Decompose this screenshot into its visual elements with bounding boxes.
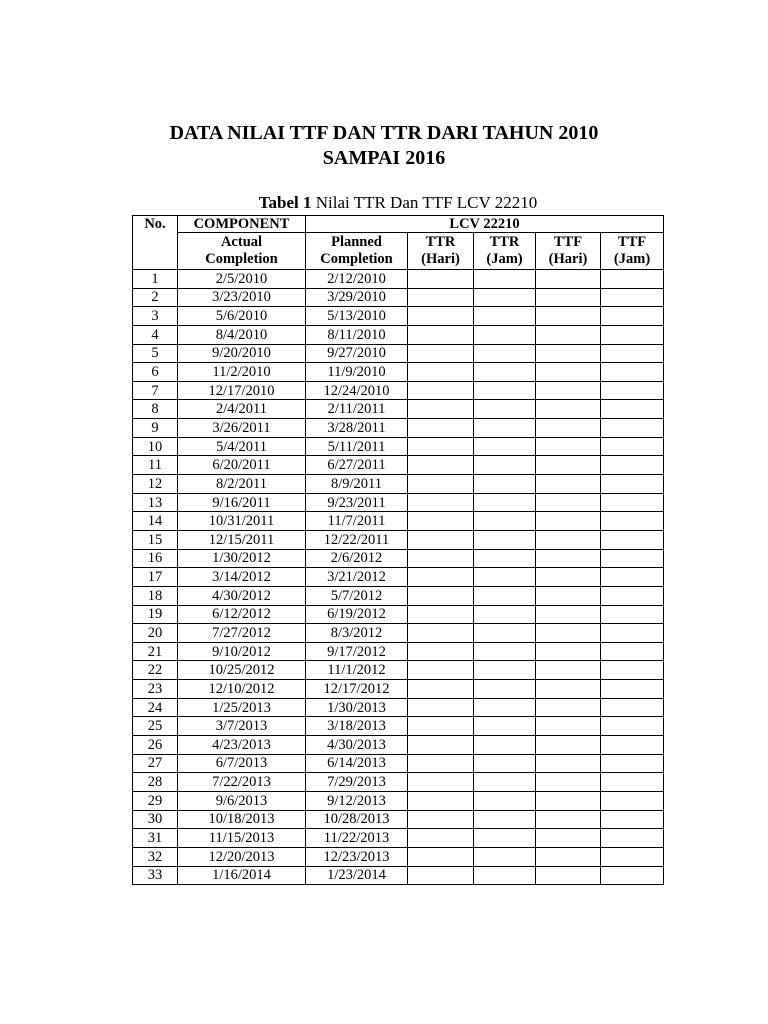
ttr-hari-cell [408, 456, 474, 475]
planned-completion-cell: 11/1/2012 [306, 661, 408, 680]
ttf-hari-cell [536, 847, 601, 866]
ttr-hari-cell [408, 400, 474, 419]
planned-completion-cell: 9/17/2012 [306, 642, 408, 661]
planned-completion-cell: 5/11/2011 [306, 437, 408, 456]
ttf-hari-cell [536, 512, 601, 531]
planned-completion-cell: 8/11/2010 [306, 325, 408, 344]
header-ttf-jam: TTF (Jam) [601, 233, 664, 270]
data-table [132, 215, 664, 885]
ttr-hari-cell [408, 586, 474, 605]
table-row [133, 549, 664, 568]
ttr-jam-cell [474, 381, 536, 400]
planned-completion-cell: 3/18/2013 [306, 717, 408, 736]
ttf-jam-cell [601, 736, 664, 755]
table-row [133, 810, 664, 829]
table-row [133, 456, 664, 475]
ttr-hari-cell [408, 381, 474, 400]
table-row [133, 419, 664, 438]
ttr-hari-cell [408, 642, 474, 661]
planned-completion-cell: 5/13/2010 [306, 307, 408, 326]
ttf-hari-cell [536, 866, 601, 885]
ttf-hari-cell [536, 586, 601, 605]
planned-completion-cell: 9/27/2010 [306, 344, 408, 363]
table-row [133, 381, 664, 400]
actual-completion-cell: 10/18/2013 [178, 810, 306, 829]
row-number-cell: 10 [133, 437, 178, 456]
ttf-jam-cell [601, 866, 664, 885]
table-row [133, 512, 664, 531]
ttr-hari-cell [408, 512, 474, 531]
ttf-jam-cell [601, 288, 664, 307]
row-number-cell: 4 [133, 325, 178, 344]
table-row [133, 344, 664, 363]
ttf-jam-cell [601, 512, 664, 531]
table-row [133, 773, 664, 792]
ttr-hari-cell [408, 791, 474, 810]
planned-completion-cell: 1/30/2013 [306, 698, 408, 717]
ttf-jam-cell [601, 698, 664, 717]
ttr-jam-cell [474, 400, 536, 419]
table-row [133, 325, 664, 344]
table-row [133, 307, 664, 326]
ttf-jam-cell [601, 400, 664, 419]
ttf-hari-cell [536, 381, 601, 400]
actual-completion-cell: 9/10/2012 [178, 642, 306, 661]
table-row [133, 866, 664, 885]
table-row [133, 642, 664, 661]
table-row [133, 754, 664, 773]
row-number-cell: 26 [133, 736, 178, 755]
ttr-jam-cell [474, 829, 536, 848]
planned-completion-cell: 12/24/2010 [306, 381, 408, 400]
document-title [0, 121, 768, 171]
actual-completion-cell: 2/5/2010 [178, 270, 306, 289]
ttr-hari-cell [408, 344, 474, 363]
table-body [133, 270, 664, 885]
ttr-hari-cell [408, 307, 474, 326]
header-actual-completion: Actual Completion [178, 233, 306, 270]
actual-completion-cell: 5/4/2011 [178, 437, 306, 456]
ttf-jam-cell [601, 791, 664, 810]
ttf-hari-cell [536, 288, 601, 307]
ttf-jam-cell [601, 624, 664, 643]
ttr-hari-cell [408, 419, 474, 438]
ttf-hari-cell [536, 754, 601, 773]
row-number-cell: 5 [133, 344, 178, 363]
ttf-jam-cell [601, 530, 664, 549]
ttr-hari-cell [408, 810, 474, 829]
header-component: COMPONENT [178, 216, 306, 233]
ttr-jam-cell [474, 791, 536, 810]
row-number-cell: 30 [133, 810, 178, 829]
row-number-cell: 13 [133, 493, 178, 512]
ttr-jam-cell [474, 586, 536, 605]
row-number-cell: 17 [133, 568, 178, 587]
planned-completion-cell: 5/7/2012 [306, 586, 408, 605]
ttr-jam-cell [474, 810, 536, 829]
planned-completion-cell: 6/14/2013 [306, 754, 408, 773]
row-number-cell: 1 [133, 270, 178, 289]
planned-completion-cell: 9/23/2011 [306, 493, 408, 512]
actual-completion-cell: 4/30/2012 [178, 586, 306, 605]
subheader-row [133, 233, 664, 270]
ttr-hari-cell [408, 736, 474, 755]
ttf-hari-cell [536, 773, 601, 792]
ttf-hari-cell [536, 456, 601, 475]
actual-completion-cell: 7/22/2013 [178, 773, 306, 792]
actual-completion-cell: 8/4/2010 [178, 325, 306, 344]
ttr-hari-cell [408, 847, 474, 866]
table-row [133, 586, 664, 605]
ttf-hari-cell [536, 829, 601, 848]
actual-completion-cell: 9/6/2013 [178, 791, 306, 810]
ttf-hari-cell [536, 270, 601, 289]
ttf-jam-cell [601, 456, 664, 475]
ttf-jam-cell [601, 754, 664, 773]
ttf-hari-cell [536, 810, 601, 829]
planned-completion-cell: 9/12/2013 [306, 791, 408, 810]
table-row [133, 530, 664, 549]
row-number-cell: 19 [133, 605, 178, 624]
row-number-cell: 29 [133, 791, 178, 810]
ttf-jam-cell [601, 344, 664, 363]
ttr-jam-cell [474, 530, 536, 549]
ttr-jam-cell [474, 549, 536, 568]
actual-completion-cell: 7/27/2012 [178, 624, 306, 643]
ttf-jam-cell [601, 270, 664, 289]
ttf-hari-cell [536, 549, 601, 568]
actual-completion-cell: 6/7/2013 [178, 754, 306, 773]
ttf-hari-cell [536, 419, 601, 438]
planned-completion-cell: 3/29/2010 [306, 288, 408, 307]
ttr-jam-cell [474, 866, 536, 885]
row-number-cell: 28 [133, 773, 178, 792]
ttr-jam-cell [474, 325, 536, 344]
table-row [133, 437, 664, 456]
planned-completion-cell: 7/29/2013 [306, 773, 408, 792]
ttr-hari-cell [408, 288, 474, 307]
header-ttf-hari: TTF (Hari) [536, 233, 601, 270]
ttf-hari-cell [536, 568, 601, 587]
ttr-hari-cell [408, 698, 474, 717]
ttr-hari-cell [408, 866, 474, 885]
ttr-hari-cell [408, 680, 474, 699]
ttr-hari-cell [408, 605, 474, 624]
ttr-hari-cell [408, 773, 474, 792]
planned-completion-cell: 3/21/2012 [306, 568, 408, 587]
table-row [133, 568, 664, 587]
actual-completion-cell: 1/25/2013 [178, 698, 306, 717]
header-ttr-hari: TTR (Hari) [408, 233, 474, 270]
planned-completion-cell: 8/3/2012 [306, 624, 408, 643]
ttf-jam-cell [601, 475, 664, 494]
ttr-jam-cell [474, 307, 536, 326]
ttf-hari-cell [536, 344, 601, 363]
header-ttr-jam: TTR (Jam) [474, 233, 536, 270]
ttf-jam-cell [601, 493, 664, 512]
ttf-jam-cell [601, 661, 664, 680]
ttr-jam-cell [474, 624, 536, 643]
ttf-hari-cell [536, 475, 601, 494]
row-number-cell: 15 [133, 530, 178, 549]
ttf-jam-cell [601, 437, 664, 456]
ttr-jam-cell [474, 754, 536, 773]
row-number-cell: 16 [133, 549, 178, 568]
actual-completion-cell: 8/2/2011 [178, 475, 306, 494]
row-number-cell: 33 [133, 866, 178, 885]
ttr-hari-cell [408, 437, 474, 456]
caption-text: Nilai TTR Dan TTF LCV 22210 [315, 193, 538, 212]
ttr-hari-cell [408, 493, 474, 512]
ttr-jam-cell [474, 680, 536, 699]
row-number-cell: 7 [133, 381, 178, 400]
ttf-hari-cell [536, 307, 601, 326]
ttf-jam-cell [601, 307, 664, 326]
header-group: LCV 22210 [306, 216, 664, 233]
row-number-cell: 23 [133, 680, 178, 699]
row-number-cell: 31 [133, 829, 178, 848]
ttf-hari-cell [536, 363, 601, 382]
planned-completion-cell: 10/28/2013 [306, 810, 408, 829]
ttr-hari-cell [408, 661, 474, 680]
row-number-cell: 2 [133, 288, 178, 307]
ttr-jam-cell [474, 344, 536, 363]
ttr-hari-cell [408, 325, 474, 344]
actual-completion-cell: 11/2/2010 [178, 363, 306, 382]
actual-completion-cell: 9/20/2010 [178, 344, 306, 363]
ttf-hari-cell [536, 698, 601, 717]
table-row [133, 829, 664, 848]
table-row [133, 736, 664, 755]
ttf-jam-cell [601, 381, 664, 400]
ttf-hari-cell [536, 736, 601, 755]
ttf-jam-cell [601, 642, 664, 661]
ttf-hari-cell [536, 437, 601, 456]
table-row [133, 363, 664, 382]
row-number-cell: 9 [133, 419, 178, 438]
planned-completion-cell: 12/17/2012 [306, 680, 408, 699]
table-row [133, 288, 664, 307]
planned-completion-cell: 2/12/2010 [306, 270, 408, 289]
ttf-hari-cell [536, 642, 601, 661]
actual-completion-cell: 12/10/2012 [178, 680, 306, 699]
table-row [133, 270, 664, 289]
row-number-cell: 25 [133, 717, 178, 736]
ttr-jam-cell [474, 642, 536, 661]
ttf-jam-cell [601, 810, 664, 829]
planned-completion-cell: 11/7/2011 [306, 512, 408, 531]
table-row [133, 698, 664, 717]
row-number-cell: 6 [133, 363, 178, 382]
ttf-jam-cell [601, 829, 664, 848]
ttr-jam-cell [474, 475, 536, 494]
ttr-hari-cell [408, 530, 474, 549]
actual-completion-cell: 11/15/2013 [178, 829, 306, 848]
ttr-jam-cell [474, 568, 536, 587]
ttr-jam-cell [474, 363, 536, 382]
planned-completion-cell: 6/19/2012 [306, 605, 408, 624]
row-number-cell: 14 [133, 512, 178, 531]
ttf-jam-cell [601, 605, 664, 624]
ttf-hari-cell [536, 624, 601, 643]
actual-completion-cell: 3/23/2010 [178, 288, 306, 307]
ttr-hari-cell [408, 568, 474, 587]
ttr-jam-cell [474, 456, 536, 475]
table-row [133, 400, 664, 419]
table-row [133, 605, 664, 624]
ttr-jam-cell [474, 512, 536, 531]
table-row [133, 624, 664, 643]
ttf-jam-cell [601, 568, 664, 587]
ttf-jam-cell [601, 847, 664, 866]
planned-completion-cell: 11/22/2013 [306, 829, 408, 848]
header-planned-completion: Planned Completion [306, 233, 408, 270]
row-number-cell: 24 [133, 698, 178, 717]
row-number-cell: 27 [133, 754, 178, 773]
actual-completion-cell: 12/20/2013 [178, 847, 306, 866]
ttf-hari-cell [536, 717, 601, 736]
ttr-hari-cell [408, 624, 474, 643]
ttf-jam-cell [601, 680, 664, 699]
planned-completion-cell: 12/23/2013 [306, 847, 408, 866]
ttf-hari-cell [536, 400, 601, 419]
ttr-jam-cell [474, 493, 536, 512]
table-row [133, 475, 664, 494]
ttf-hari-cell [536, 530, 601, 549]
row-number-cell: 8 [133, 400, 178, 419]
table-row [133, 847, 664, 866]
actual-completion-cell: 12/17/2010 [178, 381, 306, 400]
planned-completion-cell: 6/27/2011 [306, 456, 408, 475]
planned-completion-cell: 4/30/2013 [306, 736, 408, 755]
ttr-hari-cell [408, 829, 474, 848]
actual-completion-cell: 12/15/2011 [178, 530, 306, 549]
planned-completion-cell: 2/11/2011 [306, 400, 408, 419]
planned-completion-cell: 3/28/2011 [306, 419, 408, 438]
ttr-hari-cell [408, 754, 474, 773]
actual-completion-cell: 2/4/2011 [178, 400, 306, 419]
table-row [133, 680, 664, 699]
ttr-hari-cell [408, 549, 474, 568]
ttr-jam-cell [474, 698, 536, 717]
table-row [133, 717, 664, 736]
ttf-jam-cell [601, 717, 664, 736]
ttr-jam-cell [474, 773, 536, 792]
ttr-jam-cell [474, 717, 536, 736]
ttf-jam-cell [601, 419, 664, 438]
ttr-jam-cell [474, 847, 536, 866]
ttr-hari-cell [408, 475, 474, 494]
table-caption [0, 193, 768, 213]
table-row [133, 791, 664, 810]
ttf-jam-cell [601, 363, 664, 382]
planned-completion-cell: 12/22/2011 [306, 530, 408, 549]
ttf-hari-cell [536, 791, 601, 810]
actual-completion-cell: 3/14/2012 [178, 568, 306, 587]
ttf-jam-cell [601, 773, 664, 792]
actual-completion-cell: 3/7/2013 [178, 717, 306, 736]
planned-completion-cell: 2/6/2012 [306, 549, 408, 568]
actual-completion-cell: 6/20/2011 [178, 456, 306, 475]
actual-completion-cell: 10/25/2012 [178, 661, 306, 680]
ttr-jam-cell [474, 437, 536, 456]
actual-completion-cell: 4/23/2013 [178, 736, 306, 755]
ttr-hari-cell [408, 270, 474, 289]
actual-completion-cell: 10/31/2011 [178, 512, 306, 531]
ttr-jam-cell [474, 288, 536, 307]
ttr-jam-cell [474, 605, 536, 624]
actual-completion-cell: 1/16/2014 [178, 866, 306, 885]
actual-completion-cell: 5/6/2010 [178, 307, 306, 326]
row-number-cell: 32 [133, 847, 178, 866]
caption-label: Tabel 1 [258, 193, 312, 212]
row-number-cell: 18 [133, 586, 178, 605]
ttf-jam-cell [601, 586, 664, 605]
row-number-cell: 3 [133, 307, 178, 326]
title-line-2: SAMPAI 2016 [322, 147, 446, 169]
ttf-hari-cell [536, 605, 601, 624]
ttf-hari-cell [536, 325, 601, 344]
row-number-cell: 22 [133, 661, 178, 680]
title-line-1: DATA NILAI TTF DAN TTR DARI TAHUN 2010 [169, 122, 599, 144]
row-number-cell: 12 [133, 475, 178, 494]
ttr-jam-cell [474, 661, 536, 680]
actual-completion-cell: 3/26/2011 [178, 419, 306, 438]
ttr-jam-cell [474, 419, 536, 438]
row-number-cell: 20 [133, 624, 178, 643]
ttf-jam-cell [601, 325, 664, 344]
actual-completion-cell: 6/12/2012 [178, 605, 306, 624]
planned-completion-cell: 11/9/2010 [306, 363, 408, 382]
ttr-hari-cell [408, 363, 474, 382]
ttf-hari-cell [536, 680, 601, 699]
table-row [133, 661, 664, 680]
ttr-hari-cell [408, 717, 474, 736]
table-row [133, 493, 664, 512]
actual-completion-cell: 1/30/2012 [178, 549, 306, 568]
row-number-cell: 11 [133, 456, 178, 475]
ttf-hari-cell [536, 661, 601, 680]
planned-completion-cell: 8/9/2011 [306, 475, 408, 494]
row-number-cell: 21 [133, 642, 178, 661]
ttf-jam-cell [601, 549, 664, 568]
planned-completion-cell: 1/23/2014 [306, 866, 408, 885]
header-no: No. [133, 216, 178, 270]
ttf-hari-cell [536, 493, 601, 512]
ttr-jam-cell [474, 736, 536, 755]
actual-completion-cell: 9/16/2011 [178, 493, 306, 512]
ttr-jam-cell [474, 270, 536, 289]
